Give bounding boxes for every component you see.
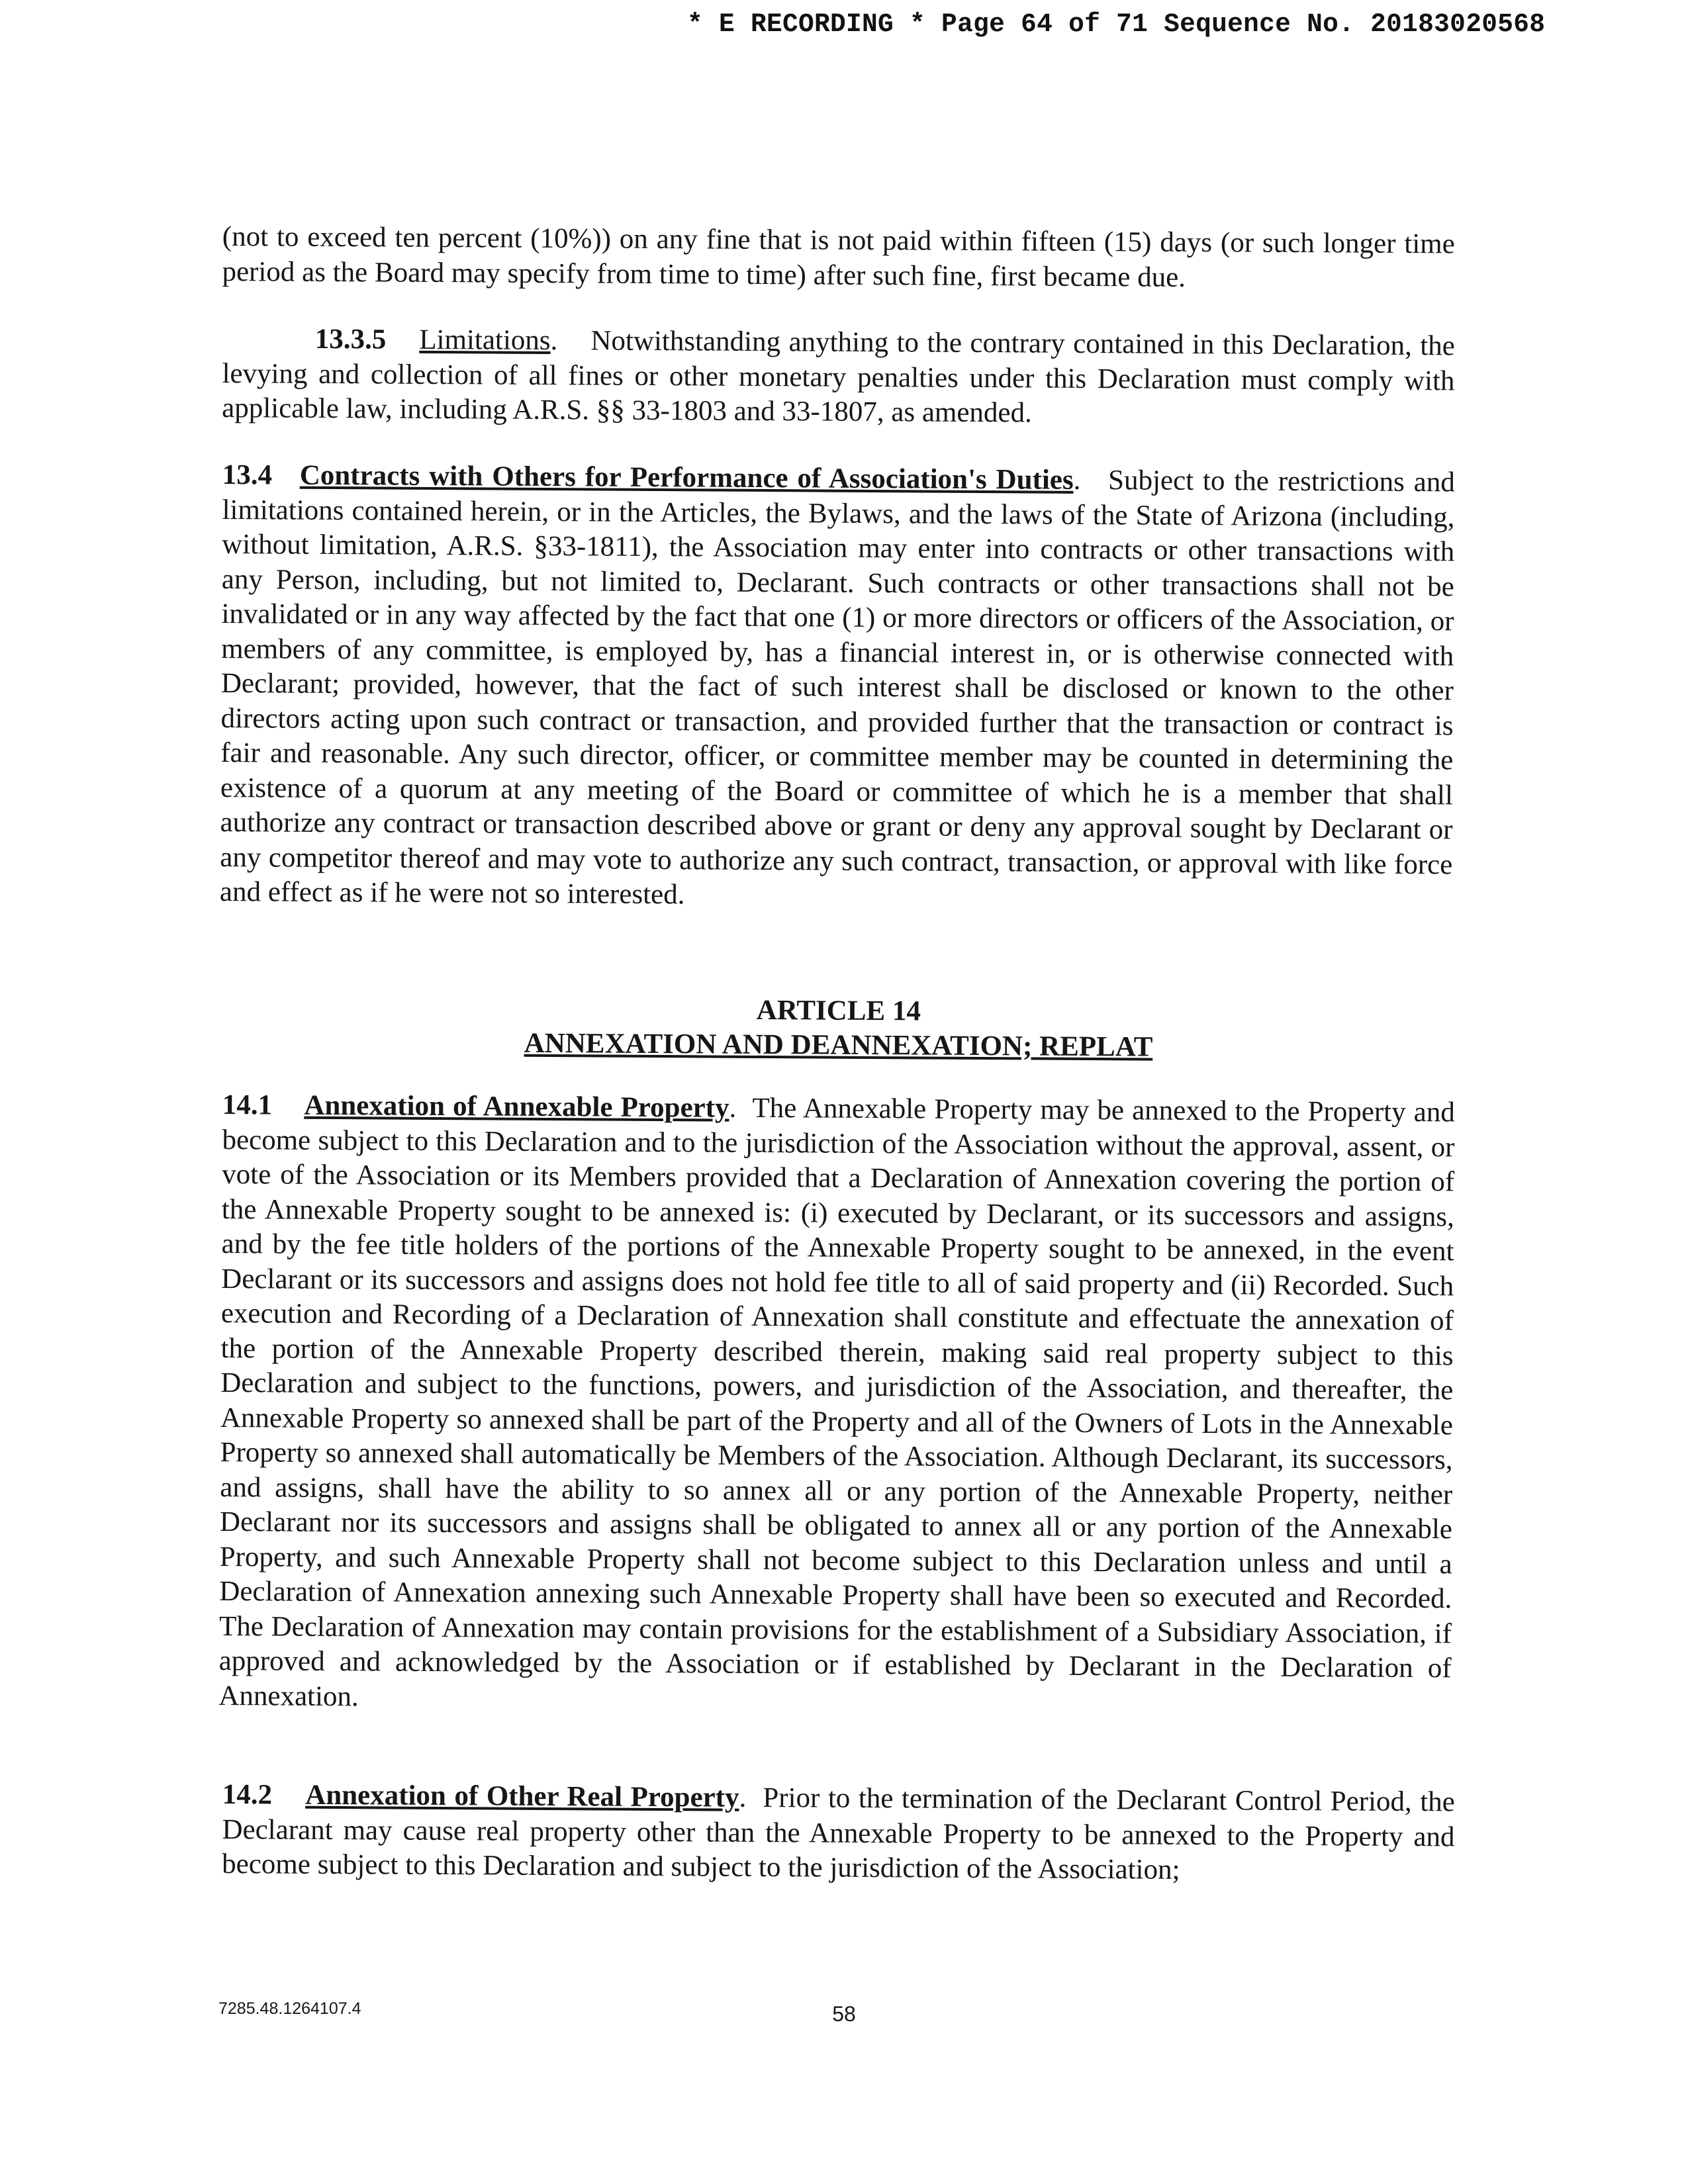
section-13-4 <box>220 458 1455 917</box>
section-text: Prior to the termination of the Declarant Control Period, the Declarant may cause real property other than the Annexable Property to be annexed to the Property and become subject to this Declaration and subject to the jurisdiction of the Association; <box>222 1782 1455 1886</box>
section-heading: Contracts with Others for Performance of Association's Duties <box>299 459 1074 496</box>
article-title: ARTICLE 14 <box>756 994 921 1027</box>
section-14-2 <box>222 1778 1455 1889</box>
section-text: Notwithstanding anything to the contrary contained in this Declaration, the levying and collection of all fines or other monetary penalties under this Declaration must comply with applicable law, including A.R.S. §§ 33-1803 and 33-1807, as amended. <box>222 325 1455 429</box>
section-heading: Annexation of Annexable Property <box>304 1089 729 1124</box>
section-14-1-paragraph: 14.1 Annexation of Annexable Property. The Annexable Property may be annexed to the Property and become subject to this Declaration and to the jurisdiction of the Association without the approval, assent, or vote of the Association or its Members provided that a Declaration of Annexation covering the portion of the Annexable Property sought to be annexed is: (i) executed by Declarant, or its successors and assigns, and by the fee title holders of the portions of the Annexable Property sought to be annexed, in the event Declarant or its successors and assigns does not hold fee title to all of said property and (ii) Recorded. Such execution and Recording of a Declaration of Annexation shall constitute and effectuate the annexation of the portion of the Annexable Property described therein, making said real property subject to this Declaration and subject to the functions, powers, and jurisdiction of the Association, and thereafter, the Annexable Property so annexed shall be part of the Property and all of the Owners of Lots in the Annexable Property so annexed shall automatically be Members of the Association. Although Declarant, its successors, and assigns, shall have the ability to so annex all or any portion of the Annexable Property, neither Declarant nor its successors and assigns shall be obligated to annex all or any portion of the Annexable Property, and such Annexable Property shall not become subject to this Declaration unless and until a Declaration of Annexation annexing such Annexable Property shall have been so executed and Recorded. The Declaration of Annexation may contain provisions for the establishment of a Subsidiary Association, if approved and acknowledged by the Association or if established by Declarant in the Declaration of Annexation. <box>218 1089 1455 1712</box>
section-text: Subject to the restrictions and limitations contained herein, or in the Articles, the Bylaws, and the laws of the State of Arizona (including, without limitation, A.R.S. §33-1811), the Association may enter into contracts or other transactions with any Person, including, but not limited to, Declarant. Such contracts or other transactions shall not be invalidated or in any way affected by the fact that one (1) or more directors or officers of the Association, or members of any committee, is employed by, has a financial interest in, or is otherwise connected with Declarant; provided, however, that the fact of such interest shall be disclosed or known to the other directors acting upon such contract or transaction, and provided further that the transaction or contract is fair and reasonable. Any such director, officer, or committee member may be counted in determining the existence of a quorum at any meeting of the Board or committee of which he is a member that shall authorize any contract or transaction described above or grant or deny any approval sought by Declarant or any competitor thereof and may vote to authorize any such contract, transaction, or approval with like force and effect as if he were not so interested. <box>219 465 1455 911</box>
document-id: 7285.48.1264107.4 <box>218 1999 361 2018</box>
article-heading <box>222 990 1455 1066</box>
recording-header: * E RECORDING * Page 64 of 71 Sequence No. 20183020568 <box>687 9 1546 39</box>
section-number: 14.2 <box>222 1779 273 1811</box>
section-number: 13.4 <box>222 459 273 491</box>
section-13-3-5-paragraph: 13.3.5 Limitations. Notwithstanding anything to the contrary contained in this Declaration, the levying and collection of all fines or other monetary penalties under this Declaration must comply with applicable law, including A.R.S. §§ 33-1803 and 33-1807, as amended. <box>222 323 1455 429</box>
section-number: 14.1 <box>222 1089 273 1121</box>
section-heading: Limitations <box>419 324 551 357</box>
section-heading: Annexation of Other Real Property <box>305 1779 739 1813</box>
article-subtitle: ANNEXATION AND DEANNEXATION; REPLAT <box>524 1027 1153 1063</box>
section-13-4-paragraph: 13.4 Contracts with Others for Performance of Association's Duties. Subject to the restrictions and limitations contained herein, or in the Articles, the Bylaws, and the laws of the State of Arizona (including, without limitation, A.R.S. §33-1811), the Association may enter into contracts or other transactions with any Person, including, but not limited to, Declarant. Such contracts or other transactions shall not be invalidated or in any way affected by the fact that one (1) or more directors or officers of the Association, or members of any committee, is employed by, has a financial interest in, or is otherwise connected with Declarant; provided, however, that the fact of such interest shall be disclosed or known to the other directors acting upon such contract or transaction, and provided further that the transaction or contract is fair and reasonable. Any such director, officer, or committee member may be counted in determining the existence of a quorum at any meeting of the Board or committee of which he is a member that shall authorize any contract or transaction described above or grant or deny any approval sought by Declarant or any competitor thereof and may vote to authorize any such contract, transaction, or approval with like force and effect as if he were not so interested. <box>219 459 1455 911</box>
page-number: 58 <box>832 2002 856 2026</box>
section-14-1 <box>218 1088 1455 1721</box>
section-text: The Annexable Property may be annexed to the Property and become subject to this Declaration and to the jurisdiction of the Association without the approval, assent, or vote of the Association or its Members provided that a Declaration of Annexation covering the portion of the Annexable Property sought to be annexed is: (i) executed by Declarant, or its successors and assigns, and by the fee title holders of the portions of the Annexable Property sought to be annexed, in the event Declarant or its successors and assigns does not hold fee title to all of said property and (ii) Recorded. Such execution and Recording of a Declaration of Annexation shall constitute and effectuate the annexation of the portion of the Annexable Property described therein, making said real property subject to this Declaration and subject to the functions, powers, and jurisdiction of the Association, and thereafter, the Annexable Property so annexed shall be part of the Property and all of the Owners of Lots in the Annexable Property so annexed shall automatically be Members of the Association. Although Declarant, its successors, and assigns, shall have the ability to so annex all or any portion of the Annexable Property, neither Declarant nor its successors and assigns shall be obligated to annex all or any portion of the Annexable Property, and such Annexable Property shall not become subject to this Declaration unless and until a Declaration of Annexation annexing such Annexable Property shall have been so executed and Recorded. The Declaration of Annexation may contain provisions for the establishment of a Subsidiary Association, if approved and acknowledged by the Association or if established by Declarant in the Declaration of Annexation. <box>218 1092 1455 1712</box>
section-number: 13.3.5 <box>314 323 387 355</box>
section-14-2-paragraph: 14.2 Annexation of Other Real Property. Prior to the termination of the Declarant Control Period, the Declarant may cause real property other than the Annexable Property to be annexed to the Property and become subject to this Declaration and subject to the jurisdiction of the Association; <box>222 1779 1455 1886</box>
continuation-text: (not to exceed ten percent (10%)) on any fine that is not paid within fifteen (15) days (or such longer time period as the Board may specify from time to time) after such fine, first became due. <box>222 220 1455 293</box>
paragraph-continuation <box>222 220 1455 296</box>
section-13-3-5 <box>222 322 1455 433</box>
